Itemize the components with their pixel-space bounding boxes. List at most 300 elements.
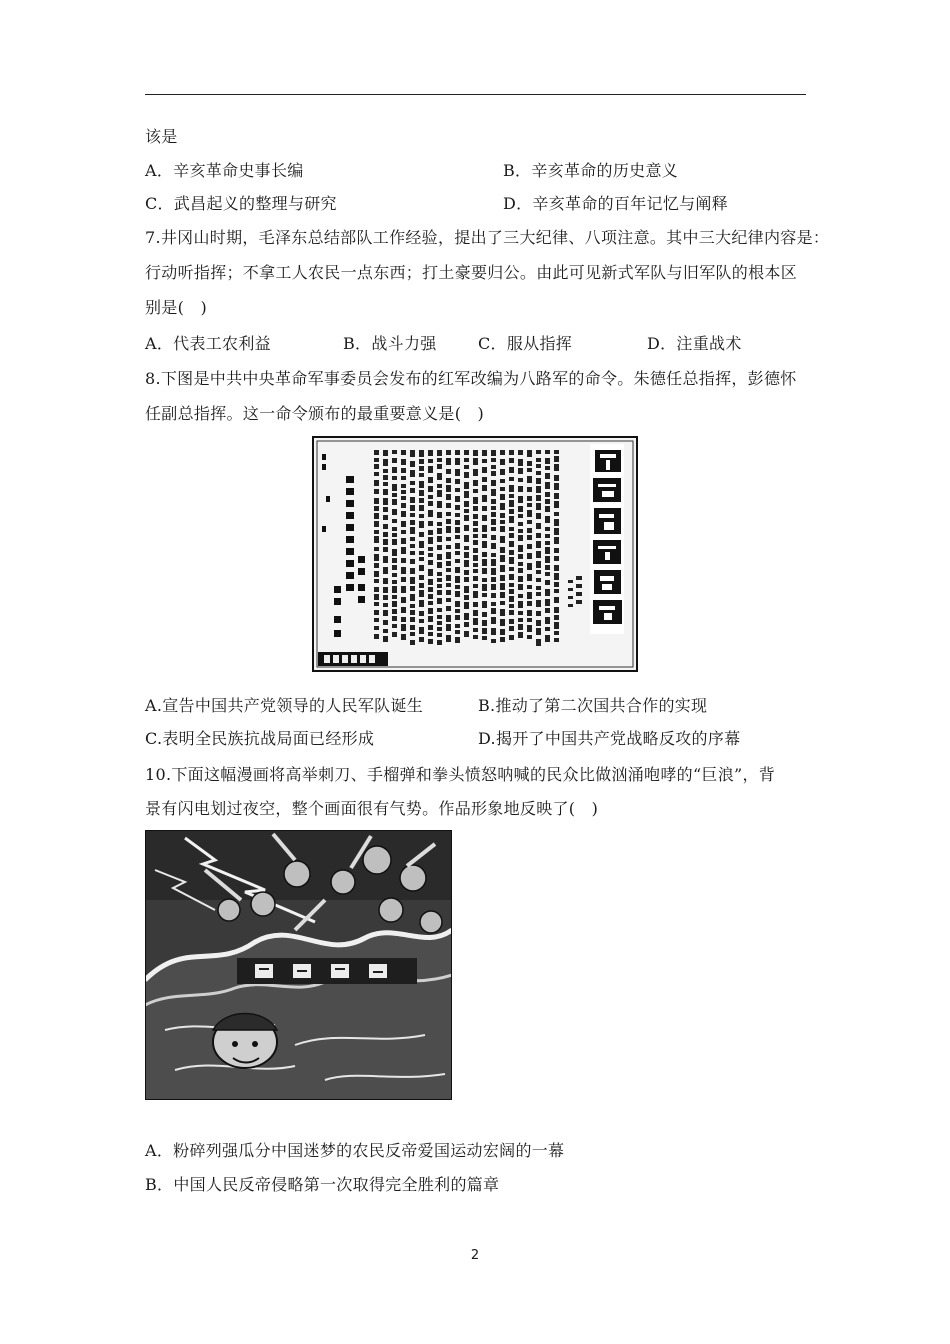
- order-text-glyph: [509, 516, 514, 523]
- order-text-glyph: [410, 505, 415, 511]
- order-text-glyph: [464, 631, 469, 637]
- order-text-glyph: [527, 461, 532, 466]
- page-number: 2: [470, 1248, 480, 1263]
- order-text-glyph: [455, 585, 460, 589]
- order-text-glyph: [464, 613, 469, 620]
- order-text-glyph: [500, 547, 505, 553]
- order-text-glyph: [482, 628, 487, 634]
- order-text-glyph: [410, 640, 415, 645]
- order-text-glyph: [401, 607, 406, 613]
- order-text-glyph: [410, 461, 415, 467]
- order-text-glyph: [527, 625, 532, 632]
- order-text-glyph: [446, 494, 451, 500]
- q7-stem-line2: 行动听指挥；不拿工人农民一点东西；打土豪要归公。由此可见新式军队与旧军队的根本区: [145, 263, 798, 282]
- order-text-glyph: [545, 458, 550, 464]
- order-text-glyph: [473, 591, 478, 598]
- order-text-glyph: [437, 545, 442, 550]
- q8-option-c: C.表明全民族抗战局面已经形成: [145, 729, 375, 748]
- q7-option-b: B．战斗力强: [343, 334, 437, 353]
- order-text-glyph: [473, 618, 478, 625]
- order-text-glyph: [554, 573, 559, 580]
- order-text-glyph: [554, 537, 559, 544]
- header-rule: [145, 94, 806, 95]
- order-text-glyph: [446, 568, 451, 572]
- order-text-glyph: [473, 610, 478, 616]
- order-text-glyph: [419, 600, 424, 607]
- order-text-glyph: [518, 632, 523, 638]
- order-text-glyph: [392, 573, 397, 577]
- order-text-glyph: [419, 450, 424, 457]
- order-text-glyph: [455, 496, 460, 502]
- order-text-glyph: [455, 543, 460, 549]
- order-text-glyph: [383, 547, 388, 552]
- order-text-glyph: [446, 503, 451, 508]
- order-text-glyph: [446, 512, 451, 516]
- q8-option-a: A.宣告中国共产党领导的人民军队诞生: [145, 696, 424, 715]
- order-text-glyph: [509, 635, 514, 640]
- order-text-glyph: [509, 500, 514, 507]
- order-text-glyph: [536, 586, 541, 590]
- order-text-glyph: [500, 629, 505, 635]
- order-text-glyph: [455, 535, 460, 539]
- order-text-glyph: [545, 534, 550, 538]
- order-text-glyph: [401, 597, 406, 603]
- order-text-glyph: [500, 513, 505, 518]
- order-text-glyph: [455, 630, 460, 634]
- order-text-glyph: [464, 622, 469, 627]
- order-text-glyph: [518, 554, 523, 559]
- order-text-glyph: [437, 528, 442, 534]
- order-text-glyph: [491, 471, 496, 476]
- order-text-glyph: [500, 601, 505, 605]
- order-text-glyph: [482, 601, 487, 608]
- order-text-glyph: [536, 471, 541, 475]
- order-text-glyph: [536, 486, 541, 493]
- order-text-glyph: [446, 598, 451, 602]
- order-text-glyph: [455, 458, 460, 465]
- order-text-glyph: [419, 611, 424, 616]
- order-text-glyph: [473, 497, 478, 504]
- order-text-glyph: [509, 527, 514, 531]
- order-text-glyph: [455, 559, 460, 563]
- order-text-glyph: [473, 563, 478, 567]
- order-text-glyph: [545, 627, 550, 631]
- order-text-glyph: [509, 494, 514, 498]
- order-text-glyph: [401, 459, 406, 465]
- order-text-glyph: [428, 537, 433, 544]
- order-text-glyph: [491, 593, 496, 598]
- order-text-glyph: [464, 515, 469, 521]
- order-text-glyph: [536, 523, 541, 529]
- order-text-glyph: [410, 559, 415, 564]
- order-text-glyph: [545, 466, 550, 470]
- order-text-glyph: [455, 479, 460, 484]
- order-text-glyph: [437, 578, 442, 582]
- order-text-glyph: [464, 595, 469, 600]
- order-text-glyph: [455, 520, 460, 525]
- order-text-glyph: [410, 617, 415, 622]
- order-text-glyph: [383, 459, 388, 466]
- order-text-glyph: [428, 459, 433, 463]
- order-text-glyph: [509, 550, 514, 555]
- q7-option-a: A．代表工农利益: [145, 334, 271, 353]
- order-text-glyph: [455, 615, 460, 620]
- order-text-glyph: [554, 607, 559, 613]
- order-text-glyph: [482, 450, 487, 456]
- order-text-glyph: [383, 469, 388, 473]
- order-text-glyph: [419, 619, 424, 623]
- order-text-glyph: [419, 490, 424, 496]
- order-text-glyph: [410, 450, 415, 457]
- order-text-glyph: [518, 478, 523, 482]
- order-text-glyph: [482, 459, 487, 463]
- order-text-glyph: [482, 559, 487, 566]
- order-text-glyph: [554, 597, 559, 603]
- q6-option-d: D．辛亥革命的百年记忆与阐释: [503, 194, 729, 213]
- order-text-glyph: [473, 506, 478, 511]
- order-text-glyph: [527, 510, 532, 517]
- order-text-glyph: [491, 617, 496, 624]
- order-text-glyph: [464, 472, 469, 478]
- order-text-glyph: [419, 498, 424, 503]
- order-text-glyph: [383, 532, 388, 537]
- order-text-glyph: [401, 577, 406, 582]
- order-text-glyph: [419, 459, 424, 464]
- order-text-glyph: [527, 563, 532, 570]
- order-text-glyph: [410, 520, 415, 525]
- order-text-glyph: [509, 604, 514, 608]
- order-text-glyph: [464, 491, 469, 498]
- order-text-glyph: [401, 490, 406, 494]
- order-text-glyph: [554, 638, 559, 642]
- q6-option-a: A．辛亥革命史事长编: [145, 161, 304, 180]
- order-text-glyph: [491, 527, 496, 531]
- order-text-glyph: [392, 450, 397, 454]
- order-text-glyph: [401, 547, 406, 554]
- order-text-glyph: [518, 624, 523, 630]
- order-text-glyph: [482, 584, 487, 591]
- order-text-glyph: [446, 537, 451, 541]
- order-text-glyph: [509, 557, 514, 564]
- order-text-glyph: [518, 506, 523, 512]
- order-text-glyph: [419, 541, 424, 548]
- order-text-glyph: [392, 624, 397, 628]
- order-text-glyph: [437, 572, 442, 576]
- order-text-glyph: [401, 468, 406, 473]
- order-text-glyph: [401, 530, 406, 534]
- order-text-glyph: [410, 470, 415, 477]
- order-text-glyph: [392, 484, 397, 491]
- order-text-glyph: [473, 489, 478, 493]
- order-text-glyph: [509, 458, 514, 463]
- order-text-glyph: [410, 632, 415, 636]
- order-text-glyph: [401, 538, 406, 544]
- order-text-glyph: [428, 530, 433, 535]
- order-text-glyph: [536, 503, 541, 510]
- order-text-glyph: [392, 519, 397, 523]
- order-text-glyph: [554, 450, 559, 454]
- order-text-glyph: [419, 551, 424, 555]
- q6-stem-tail: 该是: [145, 127, 178, 146]
- order-text-glyph: [455, 488, 460, 492]
- order-text-glyph: [473, 569, 478, 573]
- order-text-glyph: [410, 537, 415, 541]
- order-text-glyph: [509, 574, 514, 580]
- order-text-glyph: [419, 505, 424, 511]
- order-text-glyph: [545, 492, 550, 497]
- order-text-glyph: [482, 612, 487, 617]
- order-text-glyph: [527, 535, 532, 540]
- order-text-glyph: [428, 486, 433, 492]
- order-text-glyph: [464, 560, 469, 567]
- order-text-glyph: [428, 510, 433, 517]
- order-text-glyph: [464, 577, 469, 582]
- order-text-glyph: [545, 556, 550, 563]
- order-text-glyph: [392, 565, 397, 570]
- order-text-glyph: [473, 584, 478, 588]
- order-text-glyph: [491, 628, 496, 635]
- order-text-glyph: [410, 488, 415, 493]
- order-text-glyph: [374, 554, 379, 561]
- q8-stem-line1: 8.下图是中共中央革命军事委员会发布的红军改编为八路军的命令。朱德任总指挥，彭德怀: [145, 369, 797, 388]
- order-text-glyph: [545, 580, 550, 585]
- order-text-glyph: [383, 629, 388, 633]
- order-text-glyph: [482, 620, 487, 626]
- order-text-glyph: [482, 477, 487, 482]
- q8-option-d: D.揭开了中国共产党战略反攻的序幕: [478, 729, 741, 748]
- order-text-glyph: [464, 465, 469, 469]
- order-text-glyph: [473, 521, 478, 526]
- order-text-glyph: [464, 509, 469, 513]
- order-text-glyph: [410, 497, 415, 503]
- order-text-glyph: [374, 498, 379, 504]
- order-text-glyph: [455, 469, 460, 476]
- order-text-glyph: [437, 490, 442, 497]
- order-text-glyph: [473, 469, 478, 476]
- order-text-glyph: [509, 626, 514, 631]
- order-text-glyph: [509, 467, 514, 473]
- order-text-glyph: [383, 475, 388, 480]
- order-text-glyph: [446, 458, 451, 465]
- order-text-glyph: [437, 562, 442, 568]
- order-text-glyph: [437, 640, 442, 645]
- military-order-image: [312, 436, 638, 672]
- order-text-glyph: [446, 590, 451, 595]
- order-text-glyph: [419, 481, 424, 488]
- order-text-glyph: [509, 610, 514, 615]
- order-text-glyph: [392, 609, 397, 614]
- order-text-glyph: [536, 464, 541, 468]
- order-text-glyph: [419, 637, 424, 642]
- order-text-glyph: [374, 563, 379, 568]
- order-text-glyph: [392, 549, 397, 556]
- order-text-glyph: [473, 576, 478, 581]
- order-text-glyph: [491, 602, 496, 606]
- order-text-glyph: [554, 631, 559, 635]
- order-text-glyph: [437, 554, 442, 560]
- order-text-glyph: [545, 572, 550, 576]
- order-text-glyph: [536, 600, 541, 607]
- order-text-glyph: [482, 534, 487, 538]
- order-text-glyph: [437, 633, 442, 637]
- order-text-glyph: [500, 637, 505, 642]
- order-text-glyph: [446, 545, 451, 549]
- order-text-glyph: [437, 536, 442, 542]
- order-text-glyph: [464, 570, 469, 575]
- order-text-glyph: [527, 618, 532, 622]
- order-text-glyph: [455, 576, 460, 583]
- order-text-glyph: [545, 516, 550, 523]
- order-text-glyph: [518, 562, 523, 566]
- order-text-glyph: [455, 513, 460, 517]
- order-text-glyph: [527, 585, 532, 589]
- order-text-glyph: [392, 533, 397, 537]
- order-text-glyph: [536, 541, 541, 548]
- order-text-glyph: [401, 567, 406, 574]
- order-text-glyph: [473, 555, 478, 561]
- order-text-glyph: [374, 547, 379, 551]
- order-text-glyph: [374, 579, 379, 583]
- order-text-glyph: [428, 594, 433, 599]
- order-text-glyph: [437, 598, 442, 604]
- order-text-glyph: [428, 632, 433, 636]
- order-text-glyph: [401, 496, 406, 500]
- order-text-glyph: [392, 499, 397, 505]
- order-text-glyph: [455, 609, 460, 613]
- order-text-glyph: [491, 506, 496, 510]
- order-text-glyph: [527, 635, 532, 639]
- order-text-glyph: [554, 615, 559, 620]
- q7-option-c: C．服从指挥: [478, 334, 573, 353]
- order-text-glyph: [383, 450, 388, 456]
- order-text-glyph: [428, 547, 433, 551]
- order-text-glyph: [464, 586, 469, 593]
- order-text-glyph: [446, 552, 451, 559]
- order-text-glyph: [428, 601, 433, 605]
- order-text-glyph: [401, 521, 406, 527]
- order-text-glyph: [545, 635, 550, 642]
- order-text-glyph: [419, 532, 424, 537]
- order-text-glyph: [491, 512, 496, 517]
- order-text-glyph: [401, 450, 406, 455]
- order-text-glyph: [455, 591, 460, 597]
- order-text-glyph: [491, 499, 496, 504]
- order-text-glyph: [491, 489, 496, 496]
- order-text-glyph: [482, 525, 487, 532]
- order-text-glyph: [392, 527, 397, 531]
- order-text-glyph: [464, 501, 469, 507]
- order-text-glyph: [419, 583, 424, 588]
- order-text-glyph: [446, 635, 451, 642]
- order-text-glyph: [545, 506, 550, 512]
- order-text-glyph: [536, 620, 541, 626]
- order-text-glyph: [491, 450, 496, 456]
- order-text-glyph: [536, 611, 541, 616]
- order-text-glyph: [491, 577, 496, 582]
- order-text-glyph: [518, 529, 523, 533]
- order-text-glyph: [437, 522, 442, 526]
- order-text-glyph: [491, 584, 496, 590]
- order-text-glyph: [401, 503, 406, 508]
- order-text-glyph: [473, 635, 478, 639]
- order-text-glyph: [464, 525, 469, 531]
- order-text-glyph: [428, 495, 433, 499]
- order-text-glyph: [554, 556, 559, 561]
- order-text-glyph: [410, 604, 415, 608]
- order-text-glyph: [536, 495, 541, 501]
- order-text-glyph: [518, 545, 523, 552]
- order-text-glyph: [473, 450, 478, 456]
- order-text-glyph: [410, 481, 415, 485]
- order-text-glyph: [419, 575, 424, 580]
- order-text-glyph: [437, 621, 442, 625]
- order-text-glyph: [509, 541, 514, 547]
- order-text-glyph: [509, 596, 514, 602]
- order-text-glyph: [428, 587, 433, 592]
- order-text-glyph: [554, 589, 559, 593]
- order-text-glyph: [491, 639, 496, 643]
- order-text-glyph: [374, 530, 379, 534]
- order-text-glyph: [401, 634, 406, 640]
- order-text-glyph: [401, 476, 406, 480]
- order-text-glyph: [545, 541, 550, 545]
- order-text-glyph: [374, 602, 379, 606]
- order-text-glyph: [518, 568, 523, 573]
- order-text-glyph: [545, 599, 550, 606]
- order-text-glyph: [500, 459, 505, 465]
- order-text-glyph: [410, 527, 415, 534]
- order-text-glyph: [437, 615, 442, 619]
- order-text-glyph: [374, 464, 379, 469]
- order-text-glyph: [374, 626, 379, 630]
- order-text-glyph: [374, 618, 379, 622]
- order-text-glyph: [518, 535, 523, 541]
- order-text-glyph: [509, 583, 514, 587]
- q8-stem-line2: 任副总指挥。这一命令颁布的最重要意义是( ): [145, 404, 485, 423]
- order-text-glyph: [392, 509, 397, 515]
- order-text-glyph: [509, 509, 514, 514]
- order-text-glyph: [473, 514, 478, 519]
- order-text-glyph: [509, 485, 514, 492]
- order-text-glyph: [491, 465, 496, 469]
- order-text-glyph: [473, 628, 478, 632]
- q10-stem-line2: 景有闪电划过夜空，整个画面很有气势。作品形象地反映了( ): [145, 799, 599, 818]
- order-text-glyph: [473, 602, 478, 607]
- order-text-glyph: [500, 479, 505, 483]
- order-text-glyph: [437, 608, 442, 612]
- order-text-glyph: [437, 512, 442, 518]
- order-text-glyph: [392, 616, 397, 621]
- order-text-glyph: [500, 555, 505, 562]
- order-text-glyph: [455, 637, 460, 643]
- order-text-glyph: [500, 575, 505, 581]
- order-text-glyph: [500, 487, 505, 491]
- order-text-glyph: [545, 589, 550, 596]
- order-text-glyph: [428, 521, 433, 526]
- order-text-glyph: [509, 533, 514, 538]
- order-text-glyph: [446, 519, 451, 524]
- order-text-glyph: [374, 506, 379, 511]
- order-text-glyph: [401, 511, 406, 517]
- order-text-glyph: [536, 478, 541, 484]
- order-text-glyph: [374, 472, 379, 476]
- order-text-glyph: [437, 464, 442, 469]
- order-text-glyph: [374, 450, 379, 455]
- order-text-glyph: [383, 556, 388, 563]
- order-text-glyph: [554, 622, 559, 629]
- order-text-glyph: [392, 476, 397, 480]
- order-text-glyph: [374, 571, 379, 577]
